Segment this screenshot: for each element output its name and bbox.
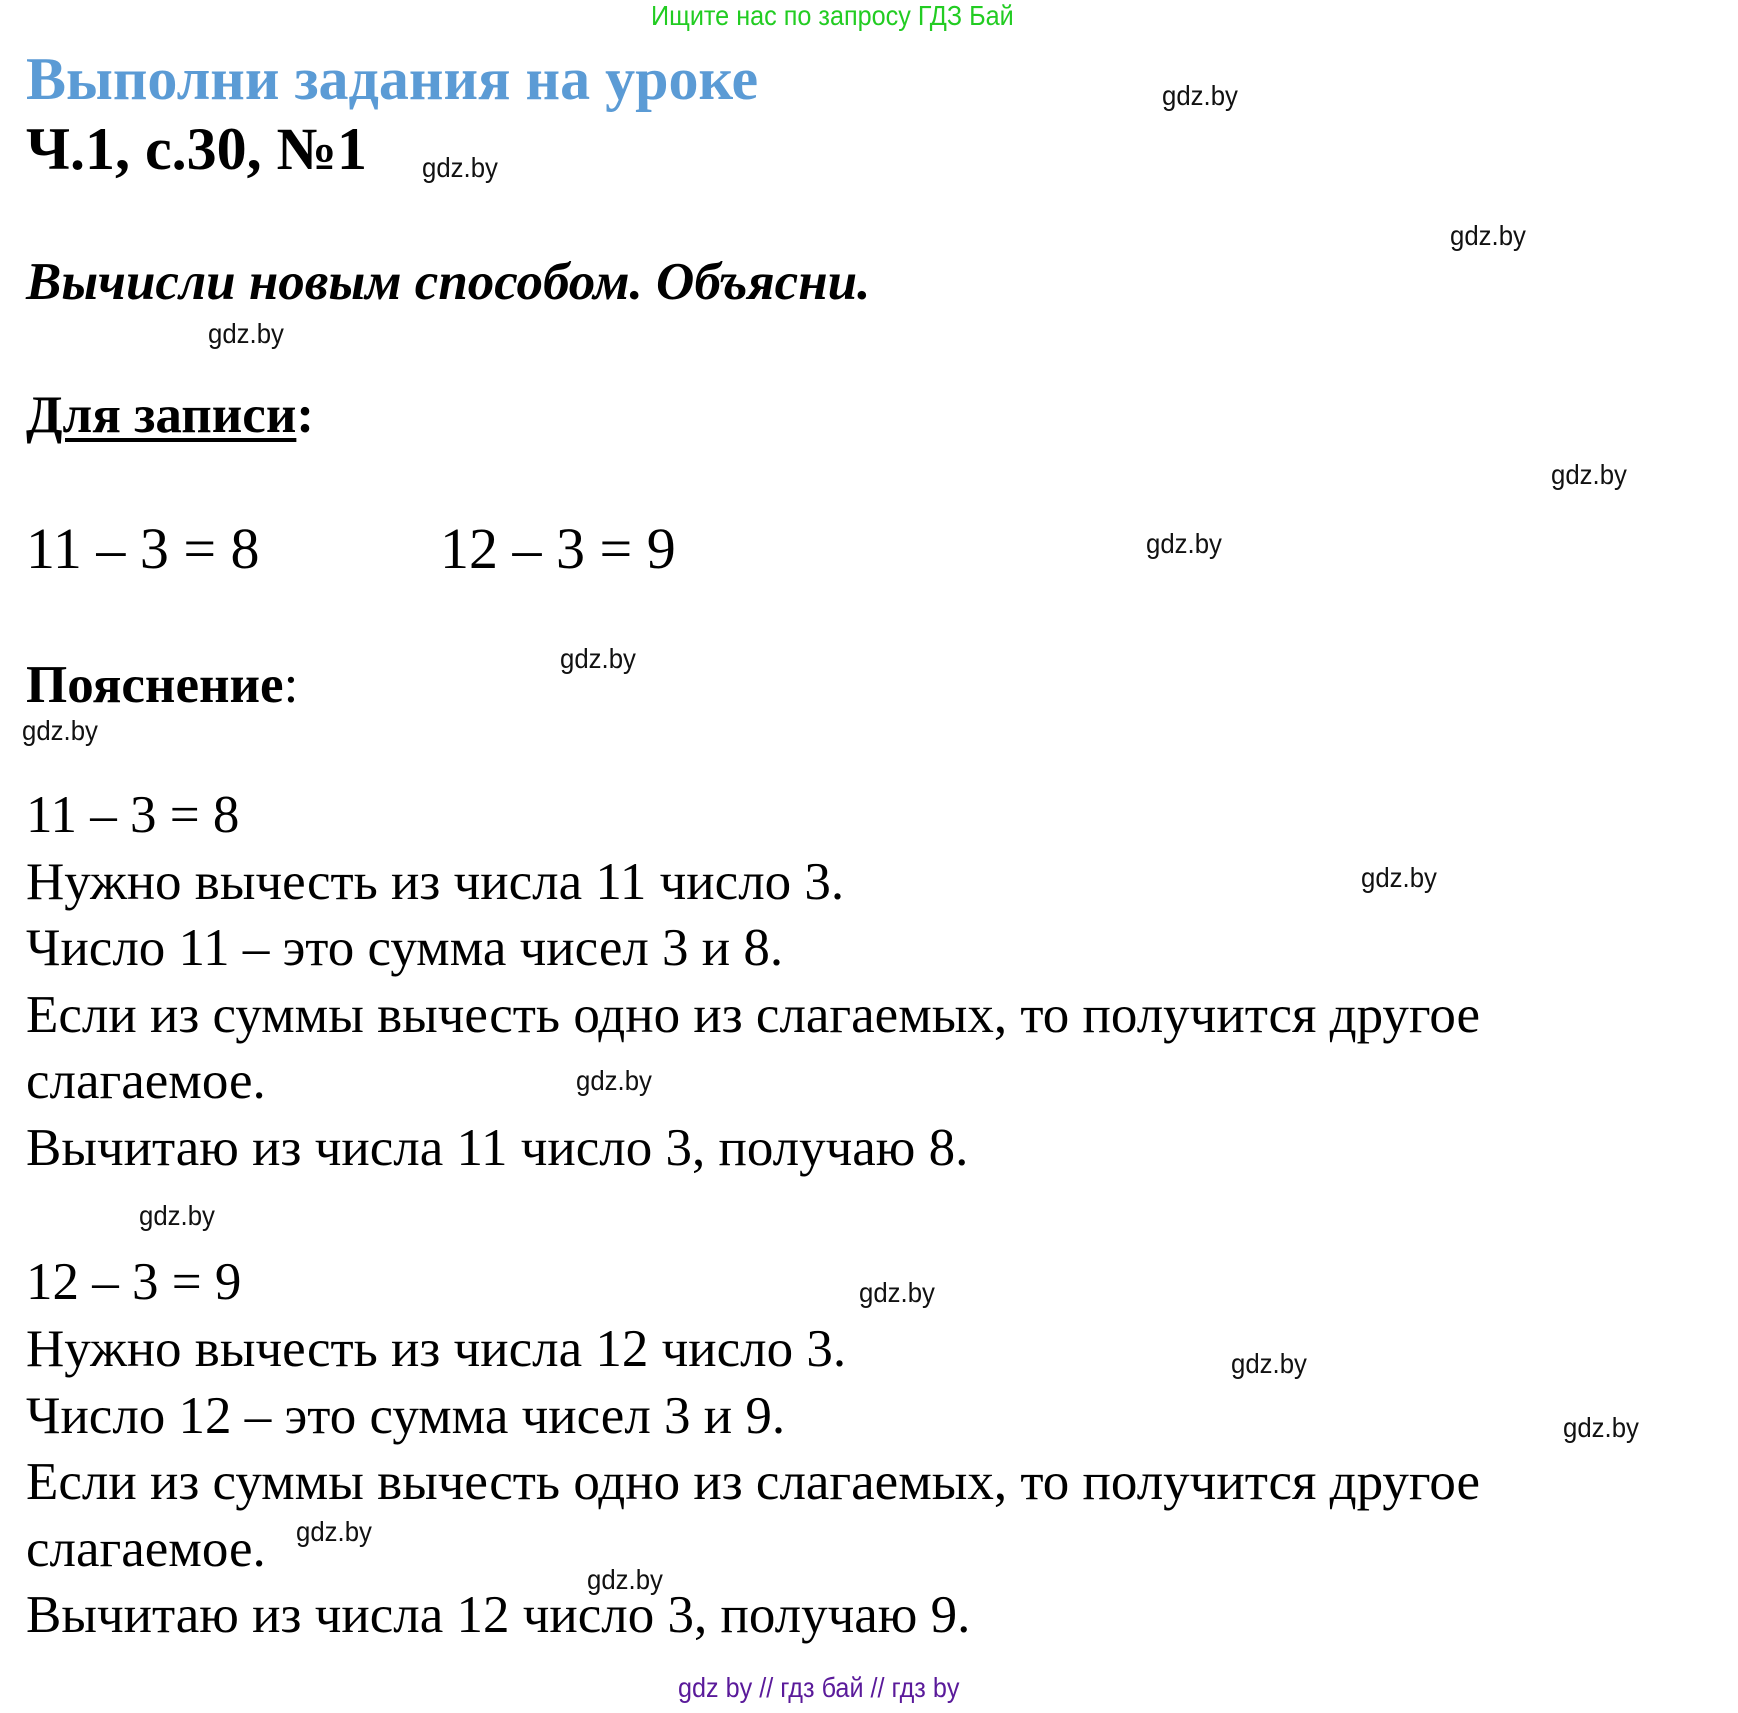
- watermark: gdz.by: [1361, 862, 1437, 893]
- watermark: gdz.by: [139, 1200, 215, 1231]
- explanation-line: Вычитаю из числа 11 число 3, получаю 8.: [26, 1119, 969, 1177]
- watermark: gdz.by: [1450, 220, 1526, 251]
- watermark: gdz.by: [22, 715, 98, 746]
- explanation-line: Число 11 – это сумма чисел 3 и 8.: [26, 919, 784, 977]
- footer-links: gdz by // гдз бай // гдз by: [678, 1672, 960, 1703]
- record-heading: [26, 385, 314, 445]
- page-title: Выполни задания на уроке: [26, 46, 759, 112]
- explanation-heading: [26, 655, 298, 715]
- explanation-equation-1: 11 – 3 = 8: [26, 786, 240, 844]
- watermark: gdz.by: [560, 643, 636, 674]
- record-colon: :: [296, 386, 315, 444]
- watermark: gdz.by: [576, 1065, 652, 1096]
- explanation-label: Пояснение: [26, 656, 284, 714]
- task-reference: Ч.1, с.30, №1: [26, 116, 367, 182]
- watermark: gdz.by: [1563, 1412, 1639, 1443]
- explanation-line: Если из суммы вычесть одно из слагаемых, то получится другое: [26, 1453, 1481, 1511]
- explanation-line: слагаемое.: [26, 1052, 266, 1110]
- watermark: gdz.by: [587, 1564, 663, 1595]
- explanation-line: слагаемое.: [26, 1520, 266, 1578]
- explanation-line: Нужно вычесть из числа 11 число 3.: [26, 853, 845, 911]
- watermark: gdz.by: [296, 1516, 372, 1547]
- record-label: Для записи: [26, 386, 297, 444]
- record-equation-1: 11 – 3 = 8: [26, 516, 260, 581]
- watermark: gdz.by: [1146, 528, 1222, 559]
- explanation-line: Число 12 – это сумма чисел 3 и 9.: [26, 1387, 786, 1445]
- task-instruction: Вычисли новым способом. Объясни.: [26, 253, 871, 311]
- explanation-line: Нужно вычесть из числа 12 число 3.: [26, 1320, 847, 1378]
- record-equation-2: 12 – 3 = 9: [440, 516, 676, 581]
- explanation-line: Если из суммы вычесть одно из слагаемых, то получится другое: [26, 986, 1481, 1044]
- explanation-equation-2: 12 – 3 = 9: [26, 1253, 242, 1311]
- watermark: gdz.by: [208, 318, 284, 349]
- watermark: gdz.by: [1162, 80, 1238, 111]
- watermark: gdz.by: [1551, 459, 1627, 490]
- explanation-line: Вычитаю из числа 12 число 3, получаю 9.: [26, 1586, 971, 1644]
- watermark: gdz.by: [422, 152, 498, 183]
- watermark: gdz.by: [859, 1277, 935, 1308]
- watermark: gdz.by: [1231, 1348, 1307, 1379]
- explanation-colon: :: [283, 656, 299, 714]
- search-banner: Ищите нас по запросу ГДЗ Бай: [651, 0, 1014, 31]
